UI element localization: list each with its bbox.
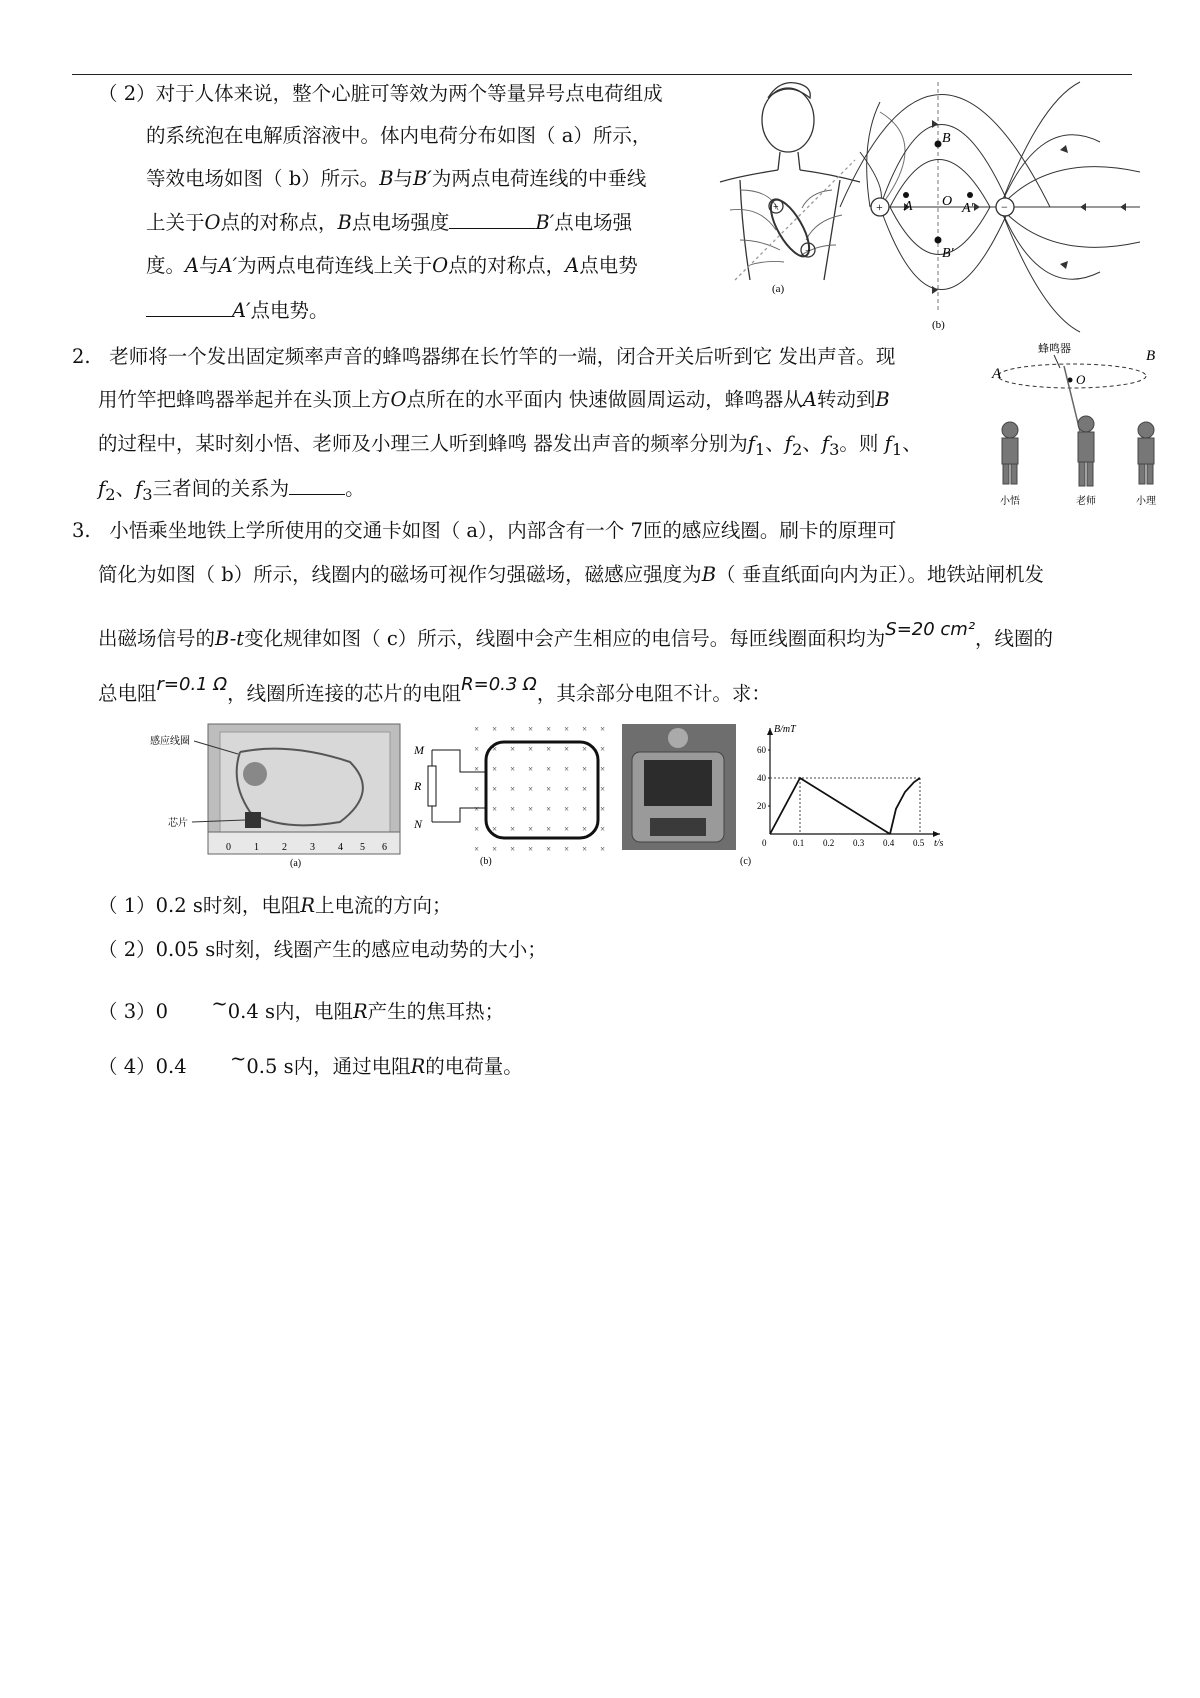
- x-tick-label: 0: [762, 838, 767, 848]
- buzzer-label: 蜂鸣器: [1038, 343, 1071, 355]
- field-cross: ×: [600, 744, 606, 754]
- field-cross: ×: [492, 804, 498, 814]
- field-cross: ×: [492, 764, 498, 774]
- ruler-tick: 2: [282, 842, 287, 853]
- field-cross: ×: [474, 804, 480, 814]
- field-cross: ×: [600, 824, 606, 834]
- point-b-label: B: [1146, 348, 1156, 364]
- area-formula: S=20 cm²: [885, 619, 976, 640]
- figure-buzzer-rotation: [990, 338, 1170, 514]
- ruler-tick: 6: [382, 842, 387, 853]
- field-cross: ×: [546, 824, 552, 834]
- field-cross: ×: [492, 744, 498, 754]
- field-cross: ×: [510, 844, 516, 854]
- field-cross: ×: [474, 744, 480, 754]
- ruler-tick: 5: [360, 842, 365, 853]
- y-axis-arrow: [767, 728, 773, 735]
- figure-c-caption: (c): [740, 856, 752, 867]
- x-tick-label: 0.2: [823, 838, 835, 848]
- field-cross: ×: [510, 724, 516, 734]
- field-cross: ×: [510, 784, 516, 794]
- field-cross: ×: [492, 824, 498, 834]
- svg-text:+: +: [773, 202, 779, 213]
- field-cross: ×: [564, 824, 570, 834]
- figure-coil-circuit: [412, 722, 618, 868]
- coil-label: 感应线圈: [150, 736, 190, 747]
- q2-line2: 用竹竿把蜂鸣器举起并在头顶上方O点所在的水平面内 快速做圆周运动，蜂鸣器从A转动到B: [98, 388, 890, 411]
- y-axis-label: B/mT: [774, 724, 796, 735]
- field-cross: ×: [564, 764, 570, 774]
- field-cross: ×: [474, 824, 480, 834]
- q1-line1: （ 2）对于人体来说，整个心脏可等效为两个等量异号点电荷组成: [98, 82, 663, 105]
- x-tick-label: 0.1: [793, 838, 805, 848]
- x-axis-arrow: [933, 831, 940, 837]
- q3-line3: 出磁场信号的B-t变化规律如图（ c）所示，线圈中会产生相应的电信号。每匝线圈面积均为S=20 cm²，线圈的: [98, 619, 1054, 650]
- ruler-tick: 4: [338, 842, 343, 853]
- field-cross: ×: [582, 784, 588, 794]
- field-cross: ×: [528, 724, 534, 734]
- field-cross: ×: [528, 824, 534, 834]
- y-tick-label: 40: [757, 773, 766, 783]
- field-cross: ×: [582, 744, 588, 754]
- field-cross: ×: [474, 844, 480, 854]
- field-cross: ×: [510, 744, 516, 754]
- point-a-prime-label: A′: [962, 201, 974, 216]
- question-number: 3.: [72, 519, 91, 542]
- svg-text:−: −: [805, 246, 811, 257]
- q1-line4: 上关于O点的对称点，B点电场强度 B′点电场强: [146, 208, 632, 237]
- field-cross: ×: [528, 764, 534, 774]
- question-number: 2.: [72, 345, 91, 368]
- field-cross: ×: [492, 724, 498, 734]
- point-a-label: A: [992, 366, 1002, 382]
- field-cross: ×: [564, 784, 570, 794]
- x-axis-label: t/s: [934, 838, 944, 849]
- field-cross: ×: [564, 804, 570, 814]
- figure-dipole-field: [876, 82, 1140, 332]
- person-xiaowu-label: 小悟: [1000, 496, 1020, 507]
- field-cross: ×: [564, 844, 570, 854]
- field-cross: ×: [600, 724, 606, 734]
- q1-line3: 等效电场如图（ b）所示。B与B′为两点电荷连线的中垂线: [146, 167, 647, 190]
- field-cross: ×: [528, 844, 534, 854]
- person-xiaoli-label: 小理: [1136, 496, 1156, 507]
- point-a-label: A: [904, 199, 913, 214]
- field-cross: ×: [546, 804, 552, 814]
- q1-line6: A′点电势。: [146, 296, 329, 325]
- field-cross: ×: [582, 844, 588, 854]
- q2-line1: 2. 老师将一个发出固定频率声音的蜂鸣器绑在长竹竿的一端，闭合开关后听到它 发出声音。现: [72, 345, 896, 368]
- internal-resistance-formula: r=0.1 Ω: [156, 674, 228, 695]
- point-o-label: O: [1076, 372, 1086, 387]
- field-cross: ×: [528, 744, 534, 754]
- ruler-tick: 0: [226, 842, 231, 853]
- ruler-tick: 1: [254, 842, 259, 853]
- field-cross: ×: [600, 764, 606, 774]
- point-o-label: O: [942, 194, 953, 209]
- q2-line3: 的过程中，某时刻小悟、老师及小理三人听到蜂鸣 器发出声音的频率分别为$f_1$、$f_2$、$f_3$。则 $f_1$、: [98, 432, 922, 459]
- answer-blank[interactable]: [289, 474, 345, 495]
- point-b-prime-label: B′: [942, 246, 954, 261]
- field-cross: ×: [510, 804, 516, 814]
- subquestion-1: （ 1）0.2 s时刻，电阻R上电流的方向；: [98, 894, 452, 917]
- field-cross: ×: [582, 804, 588, 814]
- subquestion-2: （ 2）0.05 s时刻，线圈产生的感应电动势的大小；: [98, 938, 547, 961]
- y-tick-label: 60: [757, 745, 766, 755]
- bt-chart: [756, 722, 956, 849]
- field-cross: ×: [546, 764, 552, 774]
- x-tick-label: 0.5: [913, 838, 925, 848]
- q1-line5: 度。A与A′为两点电荷连线上关于O点的对称点，A点电势: [146, 254, 638, 277]
- subquestion-4: （ 4）0.4 ~0.5 s内，通过电阻R的电荷量。: [98, 1047, 523, 1078]
- field-cross: ×: [510, 824, 516, 834]
- x-tick-label: 0.3: [853, 838, 865, 848]
- field-cross: ×: [492, 844, 498, 854]
- positive-charge-label: +: [876, 200, 883, 214]
- figure-b-caption: (b): [932, 319, 945, 331]
- field-cross: ×: [492, 784, 498, 794]
- ruler-tick: 3: [310, 842, 315, 853]
- q3-line2: 简化为如图（ b）所示，线圈内的磁场可视作匀强磁场，磁感应强度为B（ 垂直纸面向内为正）。地铁站闸机发: [98, 563, 1044, 586]
- subquestion-3: （ 3）0 ~0.4 s内，电阻R产生的焦耳热；: [98, 992, 505, 1023]
- figure-b-caption: (b): [480, 856, 492, 867]
- field-cross: ×: [546, 784, 552, 794]
- field-cross: ×: [582, 764, 588, 774]
- field-cross: ×: [474, 784, 480, 794]
- field-cross: ×: [600, 804, 606, 814]
- field-cross: ×: [546, 744, 552, 754]
- header-rule: [72, 74, 1132, 75]
- answer-blank[interactable]: [146, 296, 232, 317]
- field-cross: ×: [546, 724, 552, 734]
- terminal-n-label: N: [414, 817, 423, 831]
- person-teacher-label: 老师: [1076, 496, 1096, 507]
- field-cross: ×: [564, 724, 570, 734]
- q3-line4: 总电阻r=0.1 Ω，线圈所连接的芯片的电阻R=0.3 Ω，其余部分电阻不计。求：: [98, 674, 771, 705]
- x-tick-label: 0.4: [883, 838, 895, 848]
- series-line-0: [770, 778, 890, 834]
- field-cross: ×: [474, 724, 480, 734]
- field-cross: ×: [582, 824, 588, 834]
- figure-gate-reader: [620, 722, 754, 868]
- field-cross: ×: [546, 844, 552, 854]
- negative-charge-label: −: [1001, 200, 1008, 214]
- figure-a-caption: (a): [290, 858, 302, 869]
- q1-line2: 的系统泡在电解质溶液中。体内电荷分布如图（ a）所示，: [146, 124, 652, 147]
- field-cross: ×: [600, 844, 606, 854]
- resistor-r-label: R: [414, 779, 422, 793]
- q2-line4: $f_2$、$f_3$三者间的关系为 。: [98, 474, 365, 509]
- field-cross: ×: [510, 764, 516, 774]
- y-tick-label: 20: [757, 801, 766, 811]
- field-cross: ×: [528, 784, 534, 794]
- field-cross: ×: [528, 804, 534, 814]
- figure-transit-card: [150, 722, 405, 868]
- field-cross: ×: [600, 784, 606, 794]
- q3-line1: 3. 小悟乘坐地铁上学所使用的交通卡如图（ a），内部含有一个 7匝的感应线圈。刷卡的原理可: [72, 519, 897, 542]
- field-cross: ×: [474, 764, 480, 774]
- figure-a-caption: (a): [772, 283, 785, 295]
- chip-resistance-formula: R=0.3 Ω: [461, 674, 537, 695]
- point-b-label: B: [942, 131, 951, 146]
- answer-blank[interactable]: [449, 208, 535, 229]
- field-cross: ×: [564, 744, 570, 754]
- chip-label: 芯片: [168, 818, 188, 829]
- series-line-1: [890, 778, 920, 834]
- field-cross: ×: [582, 724, 588, 734]
- terminal-m-label: M: [414, 743, 424, 757]
